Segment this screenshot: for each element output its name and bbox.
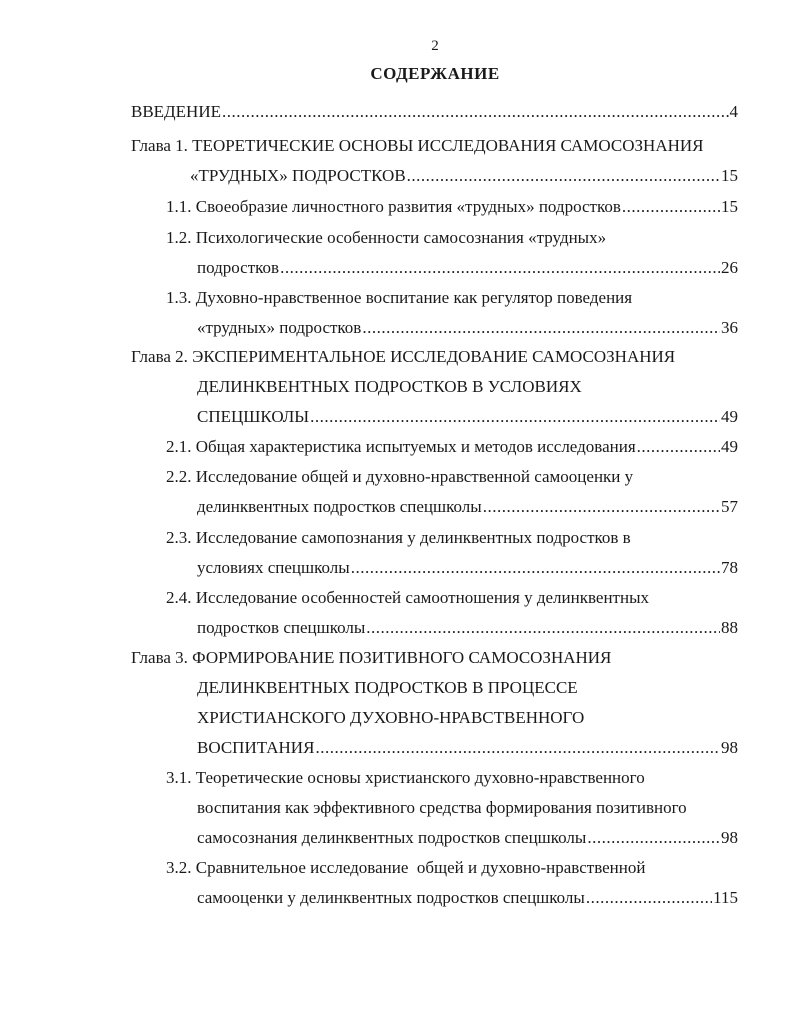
toc-entry-text: подростков: [197, 258, 280, 277]
dot-leader: [587, 828, 720, 848]
toc-chapter-1-heading: Глава 1. ТЕОРЕТИЧЕСКИЕ ОСНОВЫ ИССЛЕДОВАНИЯ САМОСОЗНАНИЯ: [131, 136, 704, 155]
toc-page-number: 57: [721, 497, 738, 516]
toc-entry-text: самосознания делинквентных подростков спецшколы: [197, 828, 587, 847]
toc-section-2-3: [197, 558, 738, 578]
toc-page-number: 88: [721, 618, 738, 637]
dot-leader: [483, 497, 720, 517]
toc-entry-text: подростков спецшколы: [197, 618, 366, 637]
toc-chapter-2: [197, 407, 738, 427]
toc-section-1-3-heading: 1.3. Духовно-нравственное воспитание как регулятор поведения: [166, 288, 633, 307]
dot-leader: [351, 558, 720, 578]
dot-leader: [310, 407, 720, 427]
toc-section-1-2: [197, 258, 738, 278]
dot-leader: [280, 258, 720, 278]
toc-section-3-2-heading: 3.2. Сравнительное исследование общей и духовно-нравственной: [166, 858, 646, 877]
toc-section-2-2-heading: 2.2. Исследование общей и духовно-нравственной самооценки у: [166, 467, 634, 486]
toc-page-number: 98: [721, 738, 738, 757]
toc-chapter-3-heading-cont2: ХРИСТИАНСКОГО ДУХОВНО-НРАВСТВЕННОГО: [197, 708, 585, 727]
toc-chapter-2-heading: Глава 2. ЭКСПЕРИМЕНТАЛЬНОЕ ИССЛЕДОВАНИЕ САМОСОЗНАНИЯ: [131, 347, 676, 366]
toc-entry-text: ВОСПИТАНИЯ: [197, 738, 315, 757]
dot-leader: [586, 888, 712, 908]
toc-entry-intro: [131, 102, 738, 122]
toc-section-3-1-heading: 3.1. Теоретические основы христианского духовно-нравственного: [166, 768, 645, 787]
toc-section-3-2: [197, 888, 738, 908]
page-title: СОДЕРЖАНИЕ: [370, 64, 500, 83]
toc-page-number: 49: [721, 407, 738, 426]
dot-leader: [637, 437, 720, 457]
toc-section-1-2-heading: 1.2. Психологические особенности самосознания «трудных»: [166, 228, 607, 247]
toc-page-number: 4: [729, 102, 738, 121]
toc-section-2-3-heading: 2.3. Исследование самопознания у делинквентных подростков в: [166, 528, 631, 547]
toc-entry-text: «трудных» подростков: [197, 318, 362, 337]
toc-page-number: 98: [721, 828, 738, 847]
toc-chapter-3: [197, 738, 738, 758]
toc-section-3-1-heading-cont: воспитания как эффективного средства формирования позитивного: [197, 798, 687, 817]
toc-chapter-1: [190, 166, 738, 186]
toc-page-number: 36: [721, 318, 738, 337]
toc-section-2-4-heading: 2.4. Исследование особенностей самоотношения у делинквентных: [166, 588, 649, 607]
toc-chapter-3-heading: Глава 3. ФОРМИРОВАНИЕ ПОЗИТИВНОГО САМОСОЗНАНИЯ: [131, 648, 612, 667]
toc-section-2-1: [166, 437, 738, 457]
toc-entry-text: делинквентных подростков спецшколы: [197, 497, 482, 516]
toc-page-number: 15: [721, 166, 738, 185]
dot-leader: [407, 166, 720, 186]
toc-entry-text: ВВЕДЕНИЕ: [131, 102, 221, 121]
toc-section-2-4: [197, 618, 738, 638]
toc-entry-text: условиях спецшколы: [197, 558, 350, 577]
toc-entry-text: самооценки у делинквентных подростков спецшколы: [197, 888, 585, 907]
toc-page-number: 49: [721, 437, 738, 456]
page-number: 2: [431, 38, 439, 54]
toc-entry-text: «ТРУДНЫХ» ПОДРОСТКОВ: [190, 166, 406, 185]
toc-section-2-2: [197, 497, 738, 517]
toc-page-number: 15: [721, 197, 738, 216]
toc-section-3-1: [197, 828, 738, 848]
toc-chapter-2-heading-cont: ДЕЛИНКВЕНТНЫХ ПОДРОСТКОВ В УСЛОВИЯХ: [197, 377, 582, 396]
toc-chapter-3-heading-cont: ДЕЛИНКВЕНТНЫХ ПОДРОСТКОВ В ПРОЦЕССЕ: [197, 678, 578, 697]
toc-section-1-1: [166, 197, 738, 217]
toc-entry-text: СПЕЦШКОЛЫ: [197, 407, 310, 426]
toc-section-1-3: [197, 318, 738, 338]
toc-entry-text: 1.1. Своеобразие личностного развития «трудных» подростков: [166, 197, 621, 216]
toc-page-number: 115: [713, 888, 738, 907]
dot-leader: [366, 618, 720, 638]
dot-leader: [622, 197, 720, 217]
toc-page-number: 78: [721, 558, 738, 577]
toc-entry-text: 2.1. Общая характеристика испытуемых и методов исследования: [166, 437, 636, 456]
toc-page-number: 26: [721, 258, 738, 277]
dot-leader: [362, 318, 720, 338]
dot-leader: [315, 738, 720, 758]
dot-leader: [222, 102, 729, 122]
